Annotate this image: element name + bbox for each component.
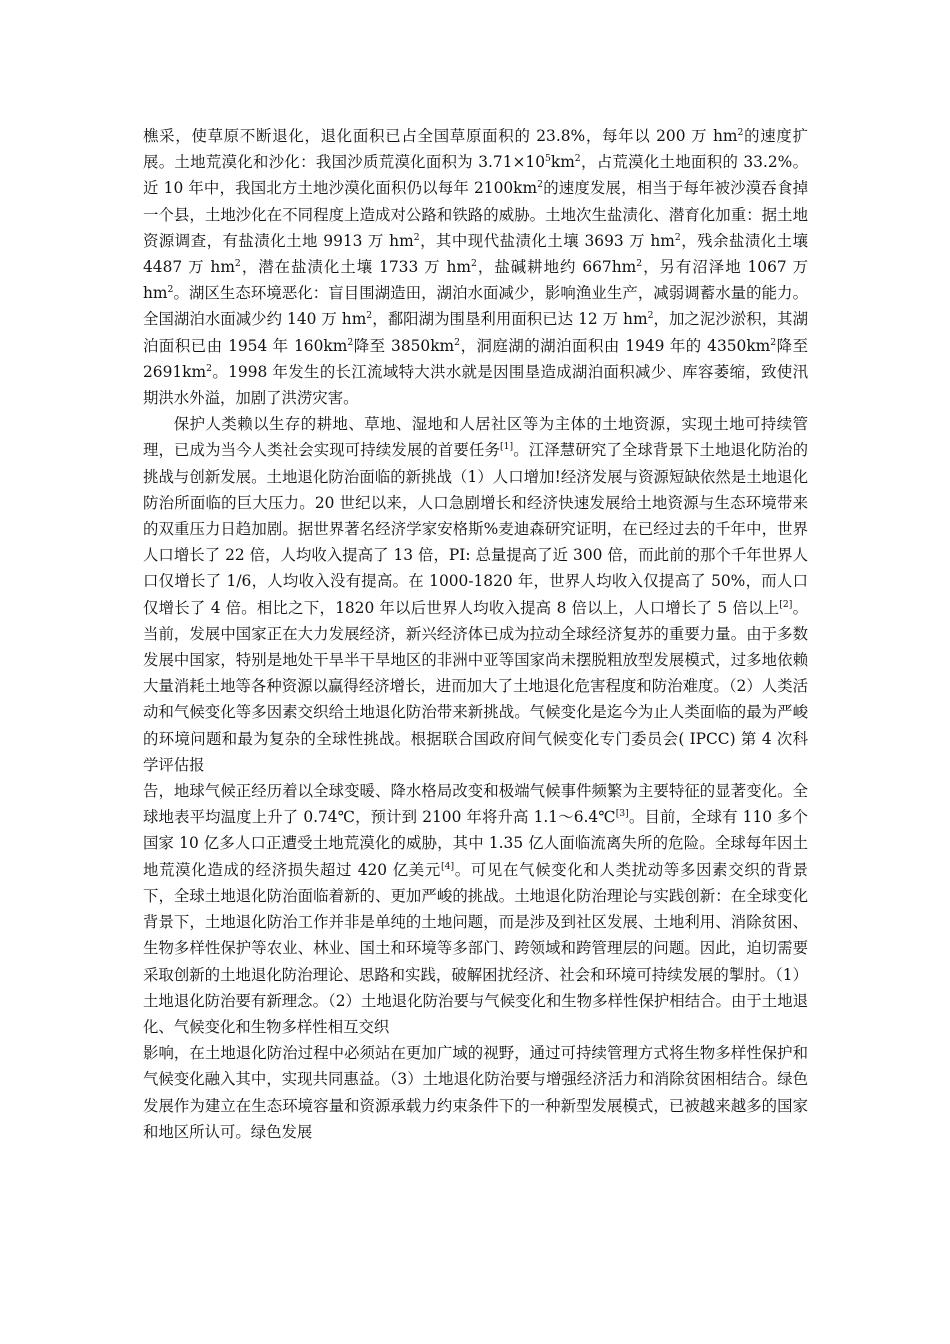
text-run: 。湖区生态环境恶化：盲目围湖造田，湖泊水面减少，影响渔业生产，减弱调蓄水量的能力。全国湖泊水面减少约 140 万 hm xyxy=(143,284,808,329)
superscript: [2] xyxy=(779,598,793,610)
superscript: 2 xyxy=(366,310,373,322)
superscript: 2 xyxy=(737,126,744,138)
paragraph-4 xyxy=(143,1040,808,1145)
text-run: 影响，在土地退化防治过程中必须站在更加广域的视野，通过可持续管理方式将生物多样性保护和气候变化融入其中，实现共同惠益。（3）土地退化防治要与增强经济活力和消除贫困相结合。绿色发展作为建立在生态环境容量和资源承载力约束条件下的一种新型发展模式，已被越来越多的国家和地区所认可。绿色发展 xyxy=(143,1044,808,1141)
text-run: 樵采，使草原不断退化，退化面积已占全国草原面积的 23.8%，每年以 200 万 hm xyxy=(143,127,738,145)
text-run: 的速度发展，相当于每年被沙漠吞食掉一个县，土地沙化在不同程度上造成对公路和铁路的威胁。土地次生盐渍化、潜育化加重：据土地资源调查，有盐渍化土地 9913 万 hm xyxy=(143,179,808,250)
text-run: ，潜在盐渍化土壤 1733 万 hm xyxy=(240,258,471,277)
text-run: 。可见在气候变化和人类扰动等多因素交织的背景下，全球土地退化防治面临着新的、更加严峻的挑战。土地退化防治理论与实践创新：在全球变化背景下，土地退化防治工作并非是单纯的土地问题，而是涉及到社区发展、土地利用、消除贫困、生物多样性保护等农业、林业、国土和环境等多部门、跨领域和跨管理层的问题。因此，迫切需要采取创新的土地退化防治理论、思路和实践，破解困扰经济、社会和环境可持续发展的掣肘。（1）土地退化防治要有新理念。（2）土地退化防治要与气候变化和生物多样性保护相结合。由于土地退化、气候变化和生物多样性相互交织 xyxy=(143,860,808,1036)
text-run: ，另有沼泽地 1067 万 hm xyxy=(143,258,808,303)
text-run: 。1998 年发生的长江流域特大洪水就是因围垦造成湖泊面积减少、库容萎缩，致使汛期洪水外溢，加剧了洪涝灾害。 xyxy=(143,362,808,408)
superscript: 2 xyxy=(471,257,477,269)
superscript: 2 xyxy=(647,310,654,322)
text-run: ，盐碱耕地约 667hm xyxy=(476,258,637,277)
text-run: ，其中现代盐渍化土壤 3693 万 hm xyxy=(419,231,675,250)
superscript: [1] xyxy=(499,441,514,453)
text-run: 。目前，全球有 110 多个国家 10 亿多人口正遭受土地荒漠化的威胁，其中 1.35 亿人面临流离失所的危险。全球每年因土地荒漠化造成的经济损失超过 420 亿美元 xyxy=(143,808,808,879)
text-run: ，占荒漠化土地面积的 33.2%。近 10 年中，我国北方土地沙漠化面积仍以每年 2100km xyxy=(143,153,808,198)
text-run: 。江泽慧研究了全球背景下土地退化防治的挑战与创新发展。土地退化防治面临的新挑战（1）人口增加!经济发展与资源短缺依然是土地退化防治所面临的巨大压力。20 世纪以来，人口急剧增长和经济快速发展给土地资源与生态环境带来的双重压力日趋加剧。据世界著名经济学家安格斯%麦迪森研究证明，在已经过去的千年中，世界人口增长了 22 倍，人均收入提高了 13 倍，PI: 总量提高了近 300 倍，而此前的那个千年世界人口仅增长了 1/6，人均收入没有提高。在 1000-1820 年，世界人均收入仅提高了 50%，而人口仅增长了 4 倍。相比之下，1820 年以后世界人均收入提高 8 倍以上，人口增长了 5 倍以上 xyxy=(143,441,808,617)
text-run: ，鄱阳湖为围垦利用面积已达 12 万 hm xyxy=(372,310,648,329)
text-run: 保护人类赖以生存的耕地、草地、湿地和人居社区等为主体的土地资源，实现土地可持续管理，已成为当今人类社会实现可持续发展的首要任务 xyxy=(143,415,808,460)
text-run: 降至 2691km xyxy=(143,336,808,381)
superscript: 2 xyxy=(770,336,777,348)
superscript: 2 xyxy=(413,231,420,243)
superscript: 2 xyxy=(636,257,643,269)
superscript: 2 xyxy=(674,231,681,243)
superscript: [4] xyxy=(440,860,455,872)
text-run: km xyxy=(550,153,575,172)
superscript: 2 xyxy=(454,336,461,348)
paragraph-3 xyxy=(143,778,808,1040)
paragraph-2 xyxy=(143,411,808,778)
text-run: 的速度扩展。土地荒漠化和沙化：我国沙质荒漠化面积为 3.71×10 xyxy=(143,127,808,172)
text-run: ，洞庭湖的湖泊面积由 1949 年的 4350km xyxy=(460,336,771,355)
text-run: 。当前，发展中国家正在大力发展经济，新兴经济体已成为拉动全球经济复苏的重要力量。由于多数发展中国家，特别是地处干旱半干旱地区的非洲中亚等国家尚未摆脱粗放型发展模式，过多地依赖大量消耗土地等各种资源以赢得经济增长，进而加大了土地退化危害程度和防治难度。（2）人类活动和气候变化等多因素交织给土地退化防治带来新挑战。气候变化是迄今为止人类面临的最为严峻的环境问题和最为复杂的全球性挑战。根据联合国政府间气候变化专门委员会( IPCC) 第 4 次科学评估报 xyxy=(143,598,808,774)
superscript: 2 xyxy=(206,362,212,374)
paragraph-1 xyxy=(143,123,808,411)
superscript: 2 xyxy=(574,153,581,165)
superscript: 2 xyxy=(167,284,174,296)
text-run: ，加之泥沙淤积，其湖泊面积已由 1954 年 160km xyxy=(143,310,808,355)
document-page xyxy=(143,123,808,1145)
superscript: [3] xyxy=(615,808,629,820)
text-run: 告，地球气候正经历着以全球变暖、降水格局改变和极端气候事件频繁为主要特征的显著变化。全球地表平均温度上升了 0.74℃，预计到 2100 年将升高 1.1～6.4℃ xyxy=(143,782,808,827)
superscript: 2 xyxy=(234,257,241,269)
superscript: 5 xyxy=(544,153,551,165)
text-run: ，残余盐渍化土壤 4487 万 hm xyxy=(143,231,808,277)
superscript: 2 xyxy=(537,179,543,191)
superscript: 2 xyxy=(347,336,354,348)
text-run: 降至 3850km xyxy=(353,336,455,355)
